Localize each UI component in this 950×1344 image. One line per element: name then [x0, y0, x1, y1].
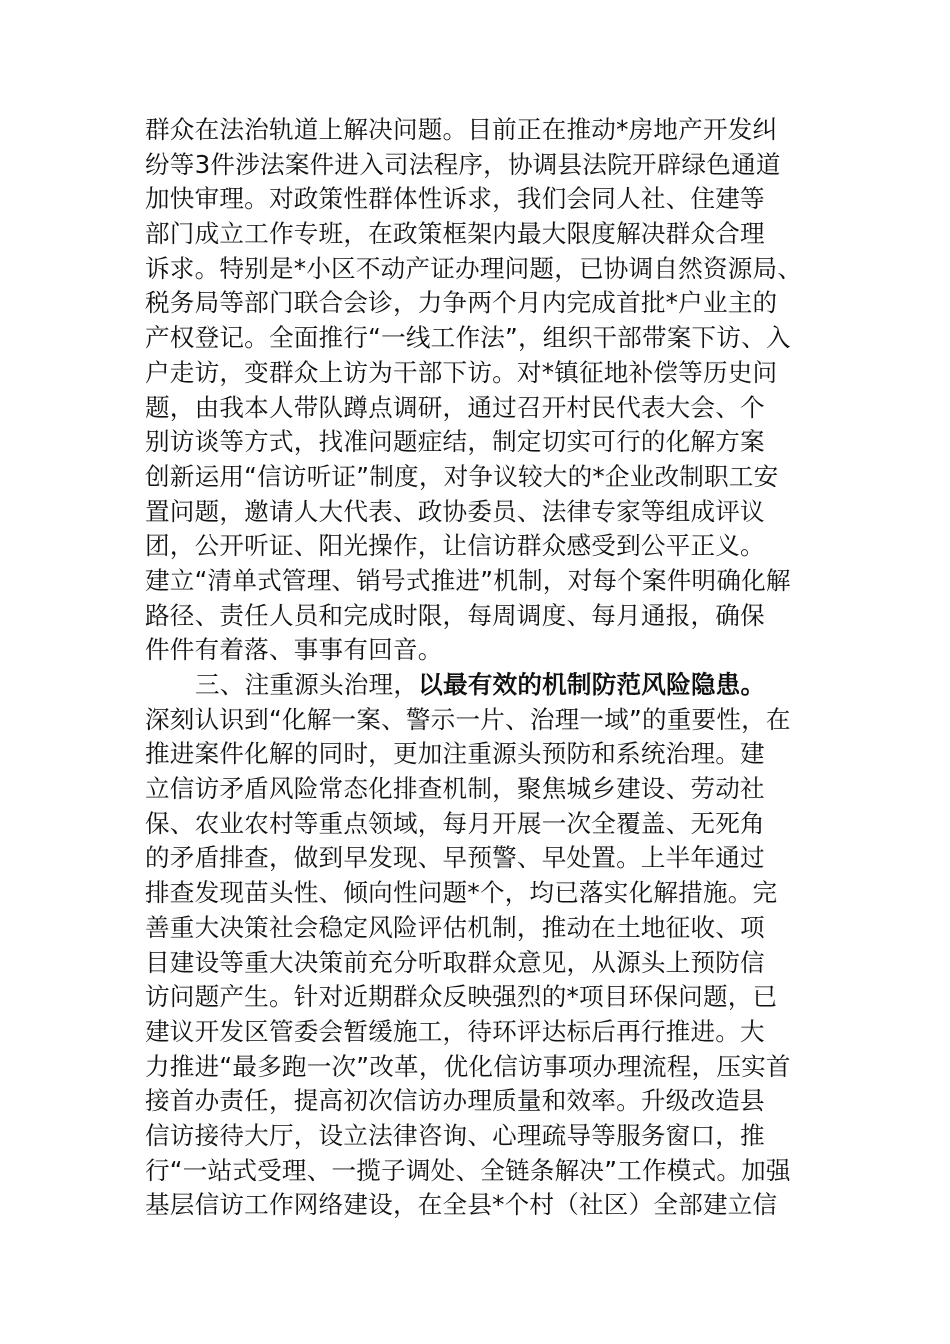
text-line: 户走访，变群众上访为干部下访。对*镇征地补偿等历史问	[145, 357, 778, 387]
section-heading	[145, 668, 815, 703]
text-line: 产权登记。全面推行“一线工作法”，组织干部带案下访、入	[145, 323, 791, 353]
text-line: 力推进“最多跑一次”改革，优化信访事项办理流程，压实首	[145, 1051, 791, 1081]
text-line: 件件有着落、事事有回音。	[145, 635, 443, 665]
text-line: 路径、责任人员和完成时限，每周调度、每月通报，确保	[145, 600, 765, 630]
text-line: 团，公开听证、阳光操作，让信访群众感受到公平正义。	[145, 531, 765, 561]
text-line: 建议开发区管委会暂缓施工，待环评达标后再行推进。大	[145, 1016, 765, 1046]
text-line: 接首办责任，提高初次信访办理质量和效率。升级改造县	[145, 1086, 765, 1116]
text-line: 纷等3件涉法案件进入司法程序，协调县法院开辟绿色通道	[145, 149, 781, 179]
text-line: 行“一站式受理、一揽子调处、全链条解决”工作模式。加强	[145, 1155, 791, 1185]
text-line: 别访谈等方式，找准问题症结，制定切实可行的化解方案	[145, 427, 765, 457]
text-line: 排查发现苗头性、倾向性问题*个，均已落实化解措施。完	[145, 878, 778, 908]
text-line: 建立“清单式管理、销号式推进”机制，对每个案件明确化解	[145, 565, 791, 595]
document-body	[145, 113, 815, 1223]
text-line: 信访接待大厅，设立法律咨询、心理疏导等服务窗口，推	[145, 1120, 765, 1150]
text-line: 推进案件化解的同时，更加注重源头预防和系统治理。建	[145, 739, 765, 769]
text-line: 加快审理。对政策性群体性诉求，我们会同人社、住建等	[145, 184, 765, 214]
text-line: 的矛盾排查，做到早发现、早预警、早处置。上半年通过	[145, 843, 765, 873]
section-heading-emphasis: 以最有效的机制防范风险隐患。	[418, 670, 766, 699]
text-line: 善重大决策社会稳定风险评估机制，推动在土地征收、项	[145, 912, 765, 942]
text-line: 群众在法治轨道上解决问题。目前正在推动*房地产开发纠	[145, 115, 778, 144]
text-line: 部门成立工作专班，在政策框架内最大限度解决群众合理	[145, 219, 765, 249]
text-line: 创新运用“信访听证”制度，对争议较大的*企业改制职工安	[145, 461, 779, 491]
text-line: 目建设等重大决策前充分听取群众意见，从源头上预防信	[145, 947, 765, 977]
text-line: 置问题，邀请人大代表、政协委员、法律专家等组成评议	[145, 496, 765, 526]
section-heading-prefix: 三、注重源头治理，	[195, 670, 419, 699]
text-line: 基层信访工作网络建设，在全县*个村（社区）全部建立信	[145, 1190, 778, 1220]
text-line: 访问题产生。针对近期群众反映强烈的*项目环保问题，已	[145, 982, 778, 1012]
text-line: 深刻认识到“化解一案、警示一片、治理一域”的重要性，在	[145, 704, 791, 734]
text-line: 立信访矛盾风险常态化排查机制，聚焦城乡建设、劳动社	[145, 774, 765, 804]
text-line: 题，由我本人带队蹲点调研，通过召开村民代表大会、个	[145, 392, 765, 422]
text-line: 诉求。特别是*小区不动产证办理问题，已协调自然资源局、	[145, 253, 803, 283]
text-line: 保、农业农村等重点领域，每月开展一次全覆盖、无死角	[145, 808, 765, 838]
text-line: 税务局等部门联合会诊，力争两个月内完成首批*户业主的	[145, 288, 778, 318]
